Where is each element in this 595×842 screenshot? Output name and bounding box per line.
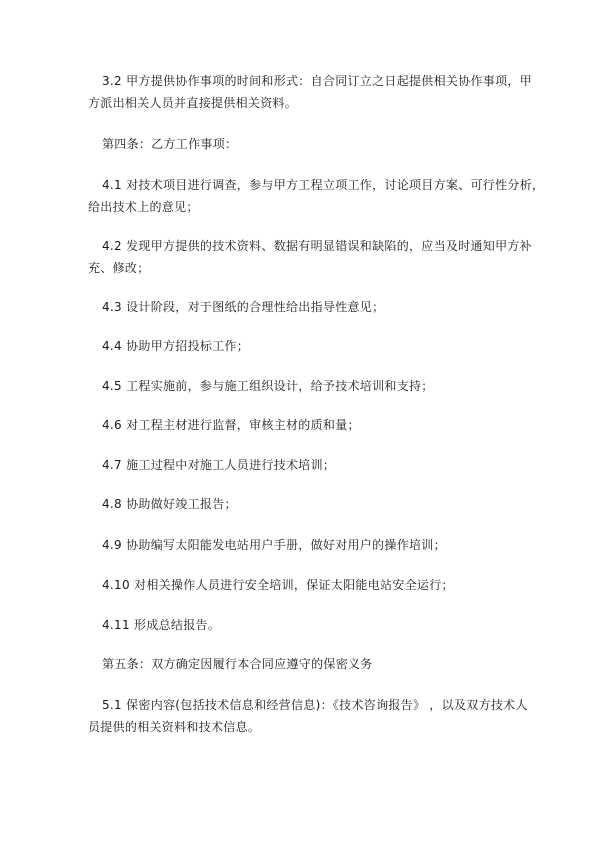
- text-line: 第五条：双方确定因履行本合同应遵守的保密义务: [102, 657, 373, 671]
- text-line: 4.9 协助编写太阳能发电站用户手册，做好对用户的操作培训；: [102, 538, 446, 552]
- text-line: 4.8 协助做好竣工报告；: [102, 497, 237, 511]
- text-line: 4.7 施工过程中对施工人员进行技术培训；: [102, 458, 336, 472]
- text-line: 4.4 协助甲方招投标工作；: [102, 339, 250, 353]
- text-line: 员提供的相关资料和技术信息。: [88, 720, 261, 734]
- text-line: 3.2 甲方提供协作事项的时间和形式：自合同订立之日起提供相关协作事项，甲: [102, 74, 533, 88]
- text-line: 第四条：乙方工作事项：: [102, 137, 238, 151]
- text-line: 5.1 保密内容(包括技术信息和经营信息)：《技术咨询报告》 ，以及双方技术人: [102, 698, 528, 712]
- text-line: 4.10 对相关操作人员进行安全培训，保证太阳能电站安全运行；: [102, 578, 454, 592]
- text-line: 充、修改；: [88, 261, 150, 275]
- text-line: 4.11 形成总结报告。: [102, 618, 221, 632]
- text-line: 方派出相关人员并直接提供相关资料。: [88, 96, 298, 110]
- text-line: 给出技术上的意见；: [88, 200, 199, 214]
- text-line: 4.6 对工程主材进行监督，审核主材的质和量；: [102, 418, 360, 432]
- text-line: 4.3 设计阶段，对于图纸的合理性给出指导性意见；: [102, 300, 385, 314]
- text-line: 4.1 对技术项目进行调查，参与甲方工程立项工作，讨论项目方案、可行性分析，: [102, 178, 545, 192]
- text-line: 4.5 工程实施前，参与施工组织设计，给予技术培训和支持；: [102, 379, 434, 393]
- text-line: 4.2 发现甲方提供的技术资料、数据有明显错误和缺陷的，应当及时通知甲方补: [102, 239, 533, 253]
